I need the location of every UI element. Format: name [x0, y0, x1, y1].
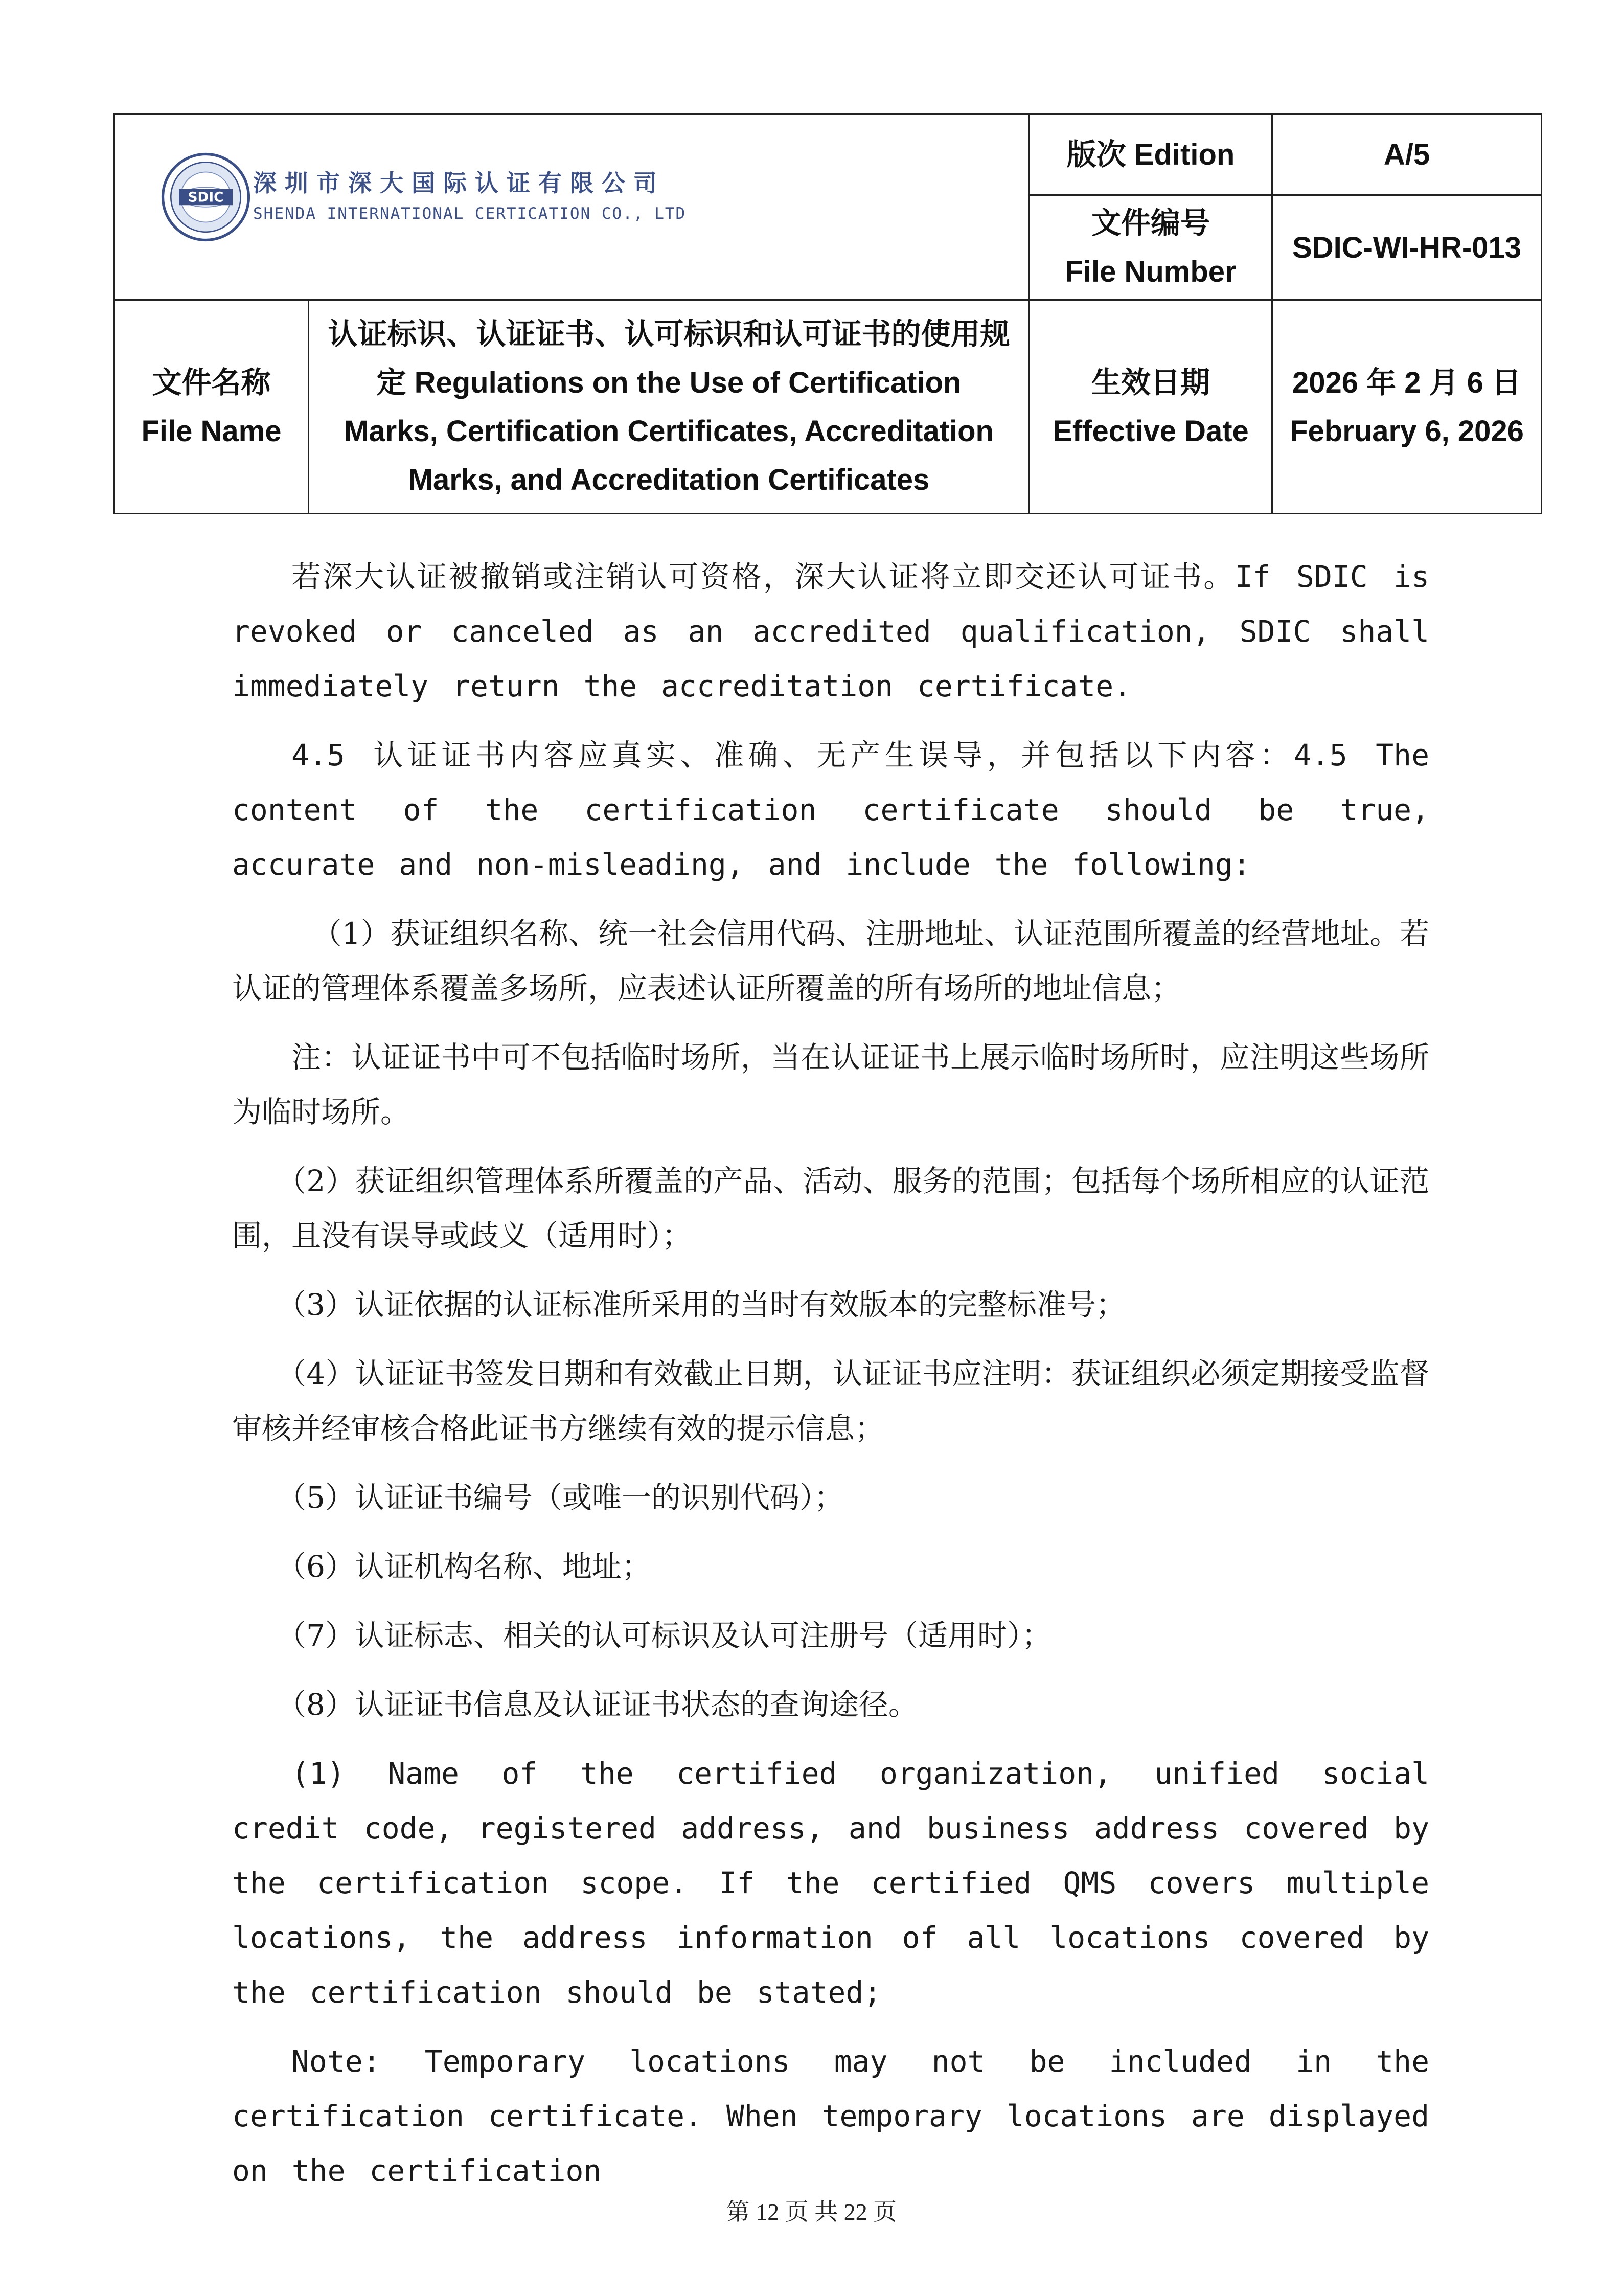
note-temporary-sites-en: Note: Temporary locations may not be included in the certification certificate. When temporary locations are displayed on the certification [232, 2044, 1429, 2188]
document-header-table [113, 113, 1542, 514]
list-item-8-cn: （8）认证证书信息及认证证书状态的查询途径。 [277, 1687, 918, 1722]
effective-date-value-cn: 2026 年 2 月 6 日 [1292, 366, 1522, 399]
file-number-label [1030, 195, 1272, 300]
file-number-label-cn: 文件编号 [1091, 207, 1210, 240]
company-name-en: SHENDA INTERNATIONAL CERTICATION CO., LTD [253, 204, 687, 223]
file-name-line-1: 认证标识、认证证书、认可标识和认可证书的使用规 [328, 317, 1010, 351]
file-name-line-4: Marks, and Accreditation Certificates [408, 463, 930, 496]
list-item-2-cn: （2）获证组织管理体系所覆盖的产品、活动、服务的范围；包括每个场所相应的认证范围，且没有误导或歧义（适用时）； [232, 1164, 1429, 1253]
note-temporary-sites-cn: 注：认证证书中可不包括临时场所，当在认证证书上展示临时场所时，应注明这些场所为临时场所。 [232, 1040, 1429, 1129]
paragraph-revocation: 若深大认证被撤销或注销认可资格，深大认证将立即交还认可证书。If SDIC is revoked or canceled as an accredited qualification, SDIC shall immediately return the accreditation certificate. [232, 559, 1429, 703]
file-name-label-cn: 文件名称 [152, 366, 271, 399]
company-logo-cell [115, 115, 1030, 300]
list-item-1-en: (1) Name of the certified organization, unified social credit code, registered address, and business address covered by the certification scope. If the certified QMS covers multiple locations, the address information of all locations covered by the certification should be stated; [232, 1756, 1429, 2010]
logo-badge-text: SDIC [188, 189, 224, 205]
document-body [232, 550, 1429, 2213]
file-number-value: SDIC-WI-HR-013 [1272, 195, 1542, 300]
list-item-3-cn: （3）认证依据的认证标准所采用的当时有效版本的完整标准号； [277, 1287, 1126, 1322]
effective-date-label-en: Effective Date [1053, 414, 1249, 448]
file-name-label [115, 300, 309, 514]
effective-date-value [1272, 300, 1542, 514]
file-name-label-en: File Name [141, 414, 282, 448]
page-number-footer: 第 12 页 共 22 页 [726, 2199, 897, 2225]
file-name-line-3: Marks, Certification Certificates, Accreditation [344, 414, 994, 448]
company-seal-icon [161, 152, 250, 242]
effective-date-value-en: February 6, 2026 [1290, 414, 1524, 448]
list-item-6-cn: （6）认证机构名称、地址； [277, 1549, 651, 1584]
list-item-1-cn: （1）获证组织名称、统一社会信用代码、注册地址、认证范围所覆盖的经营地址。若认证的管理体系覆盖多场所，应表述认证所覆盖的所有场所的地址信息； [232, 916, 1429, 1006]
edition-label: 版次 Edition [1030, 115, 1272, 195]
list-item-4-cn: （4）认证证书签发日期和有效截止日期，认证证书应注明：获证组织必须定期接受监督审核并经审核合格此证书方继续有效的提示信息； [232, 1356, 1429, 1446]
file-name-line-2: 定 Regulations on the Use of Certification [376, 366, 962, 399]
file-number-label-en: File Number [1065, 255, 1237, 288]
list-item-5-cn: （5）认证证书编号（或唯一的识别代码）； [277, 1480, 844, 1515]
effective-date-label [1030, 300, 1272, 514]
edition-value: A/5 [1272, 115, 1542, 195]
effective-date-label-cn: 生效日期 [1091, 366, 1210, 399]
file-name-value [309, 300, 1030, 514]
company-name-cn: 深圳市深大国际认证有限公司 [253, 169, 665, 197]
list-item-7-cn: （7）认证标志、相关的认可标识及认可注册号（适用时）； [277, 1618, 1051, 1653]
paragraph-4-5: 4.5 认证证书内容应真实、准确、无产生误导，并包括以下内容：4.5 The content of the certification certificate should be true, accurate and non-misleading, and include the following: [232, 738, 1429, 882]
